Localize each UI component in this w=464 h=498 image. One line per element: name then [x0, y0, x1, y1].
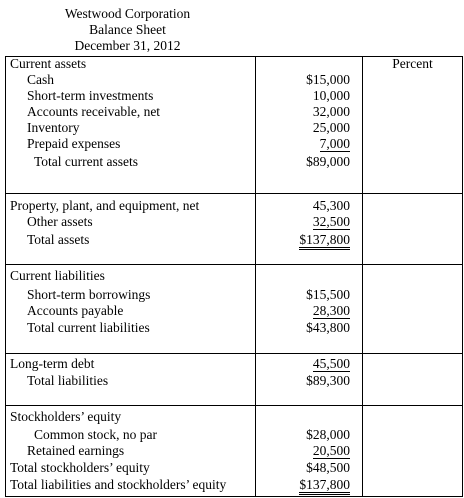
row-amount: $15,500 — [306, 287, 350, 302]
row-label: Retained earnings — [27, 443, 125, 458]
table-left-border — [5, 56, 6, 497]
section-title: Stockholders’ equity — [10, 409, 122, 424]
total-label: Total current assets — [34, 154, 139, 169]
row-amount: 32,500 — [312, 214, 350, 229]
row-amount: 25,000 — [312, 120, 350, 135]
row-label: Accounts receivable, net — [27, 104, 161, 119]
total-label: Total assets — [27, 232, 90, 247]
row-label: Prepaid expenses — [27, 136, 121, 151]
total-amount: $48,500 — [306, 460, 350, 475]
section-divider — [5, 264, 463, 265]
section-divider — [5, 193, 463, 194]
row-amount: $15,000 — [306, 72, 350, 87]
total-label: Total current liabilities — [27, 320, 150, 335]
row-amount: 45,300 — [312, 198, 350, 213]
row-label: Cash — [27, 72, 54, 87]
company-name: Westwood Corporation — [64, 6, 191, 21]
section-divider — [5, 353, 463, 354]
total-amount: $43,800 — [306, 320, 350, 335]
statement-title: Balance Sheet — [89, 22, 166, 37]
row-label: Accounts payable — [27, 303, 124, 318]
row-amount: 28,300 — [312, 303, 350, 318]
total-label: Total stockholders’ equity — [10, 460, 150, 475]
row-amount: 20,500 — [312, 443, 350, 458]
section-title: Current liabilities — [10, 268, 105, 283]
amount-column-divider — [362, 56, 363, 497]
total-amount: $137,800 — [299, 233, 350, 250]
row-label: Property, plant, and equipment, net — [10, 198, 200, 213]
table-bottom-border — [5, 496, 463, 497]
section-divider — [5, 405, 463, 406]
percent-column-header: Percent — [392, 56, 433, 71]
total-label: Total liabilities — [27, 373, 109, 388]
row-label: Long-term debt — [10, 356, 95, 371]
label-column-divider — [255, 56, 256, 497]
statement-date: December 31, 2012 — [74, 38, 181, 53]
statement-header — [0, 6, 255, 54]
row-label: Short-term investments — [27, 88, 154, 103]
grand-total-label: Total liabilities and stockholders’ equity — [10, 477, 227, 492]
row-label: Inventory — [27, 120, 80, 135]
row-amount: 45,500 — [312, 356, 350, 371]
row-amount: 32,000 — [312, 104, 350, 119]
row-amount: $28,000 — [306, 427, 350, 442]
section-title: Current assets — [10, 56, 87, 71]
total-amount: $89,300 — [306, 373, 350, 388]
row-label: Short-term borrowings — [27, 287, 151, 302]
row-amount: 10,000 — [312, 88, 350, 103]
row-label: Other assets — [27, 214, 93, 229]
table-right-border — [462, 56, 463, 497]
row-label: Common stock, no par — [34, 427, 157, 442]
grand-total-amount: $137,800 — [299, 478, 350, 495]
row-amount: 7,000 — [319, 136, 350, 151]
total-amount: $89,000 — [306, 154, 350, 169]
